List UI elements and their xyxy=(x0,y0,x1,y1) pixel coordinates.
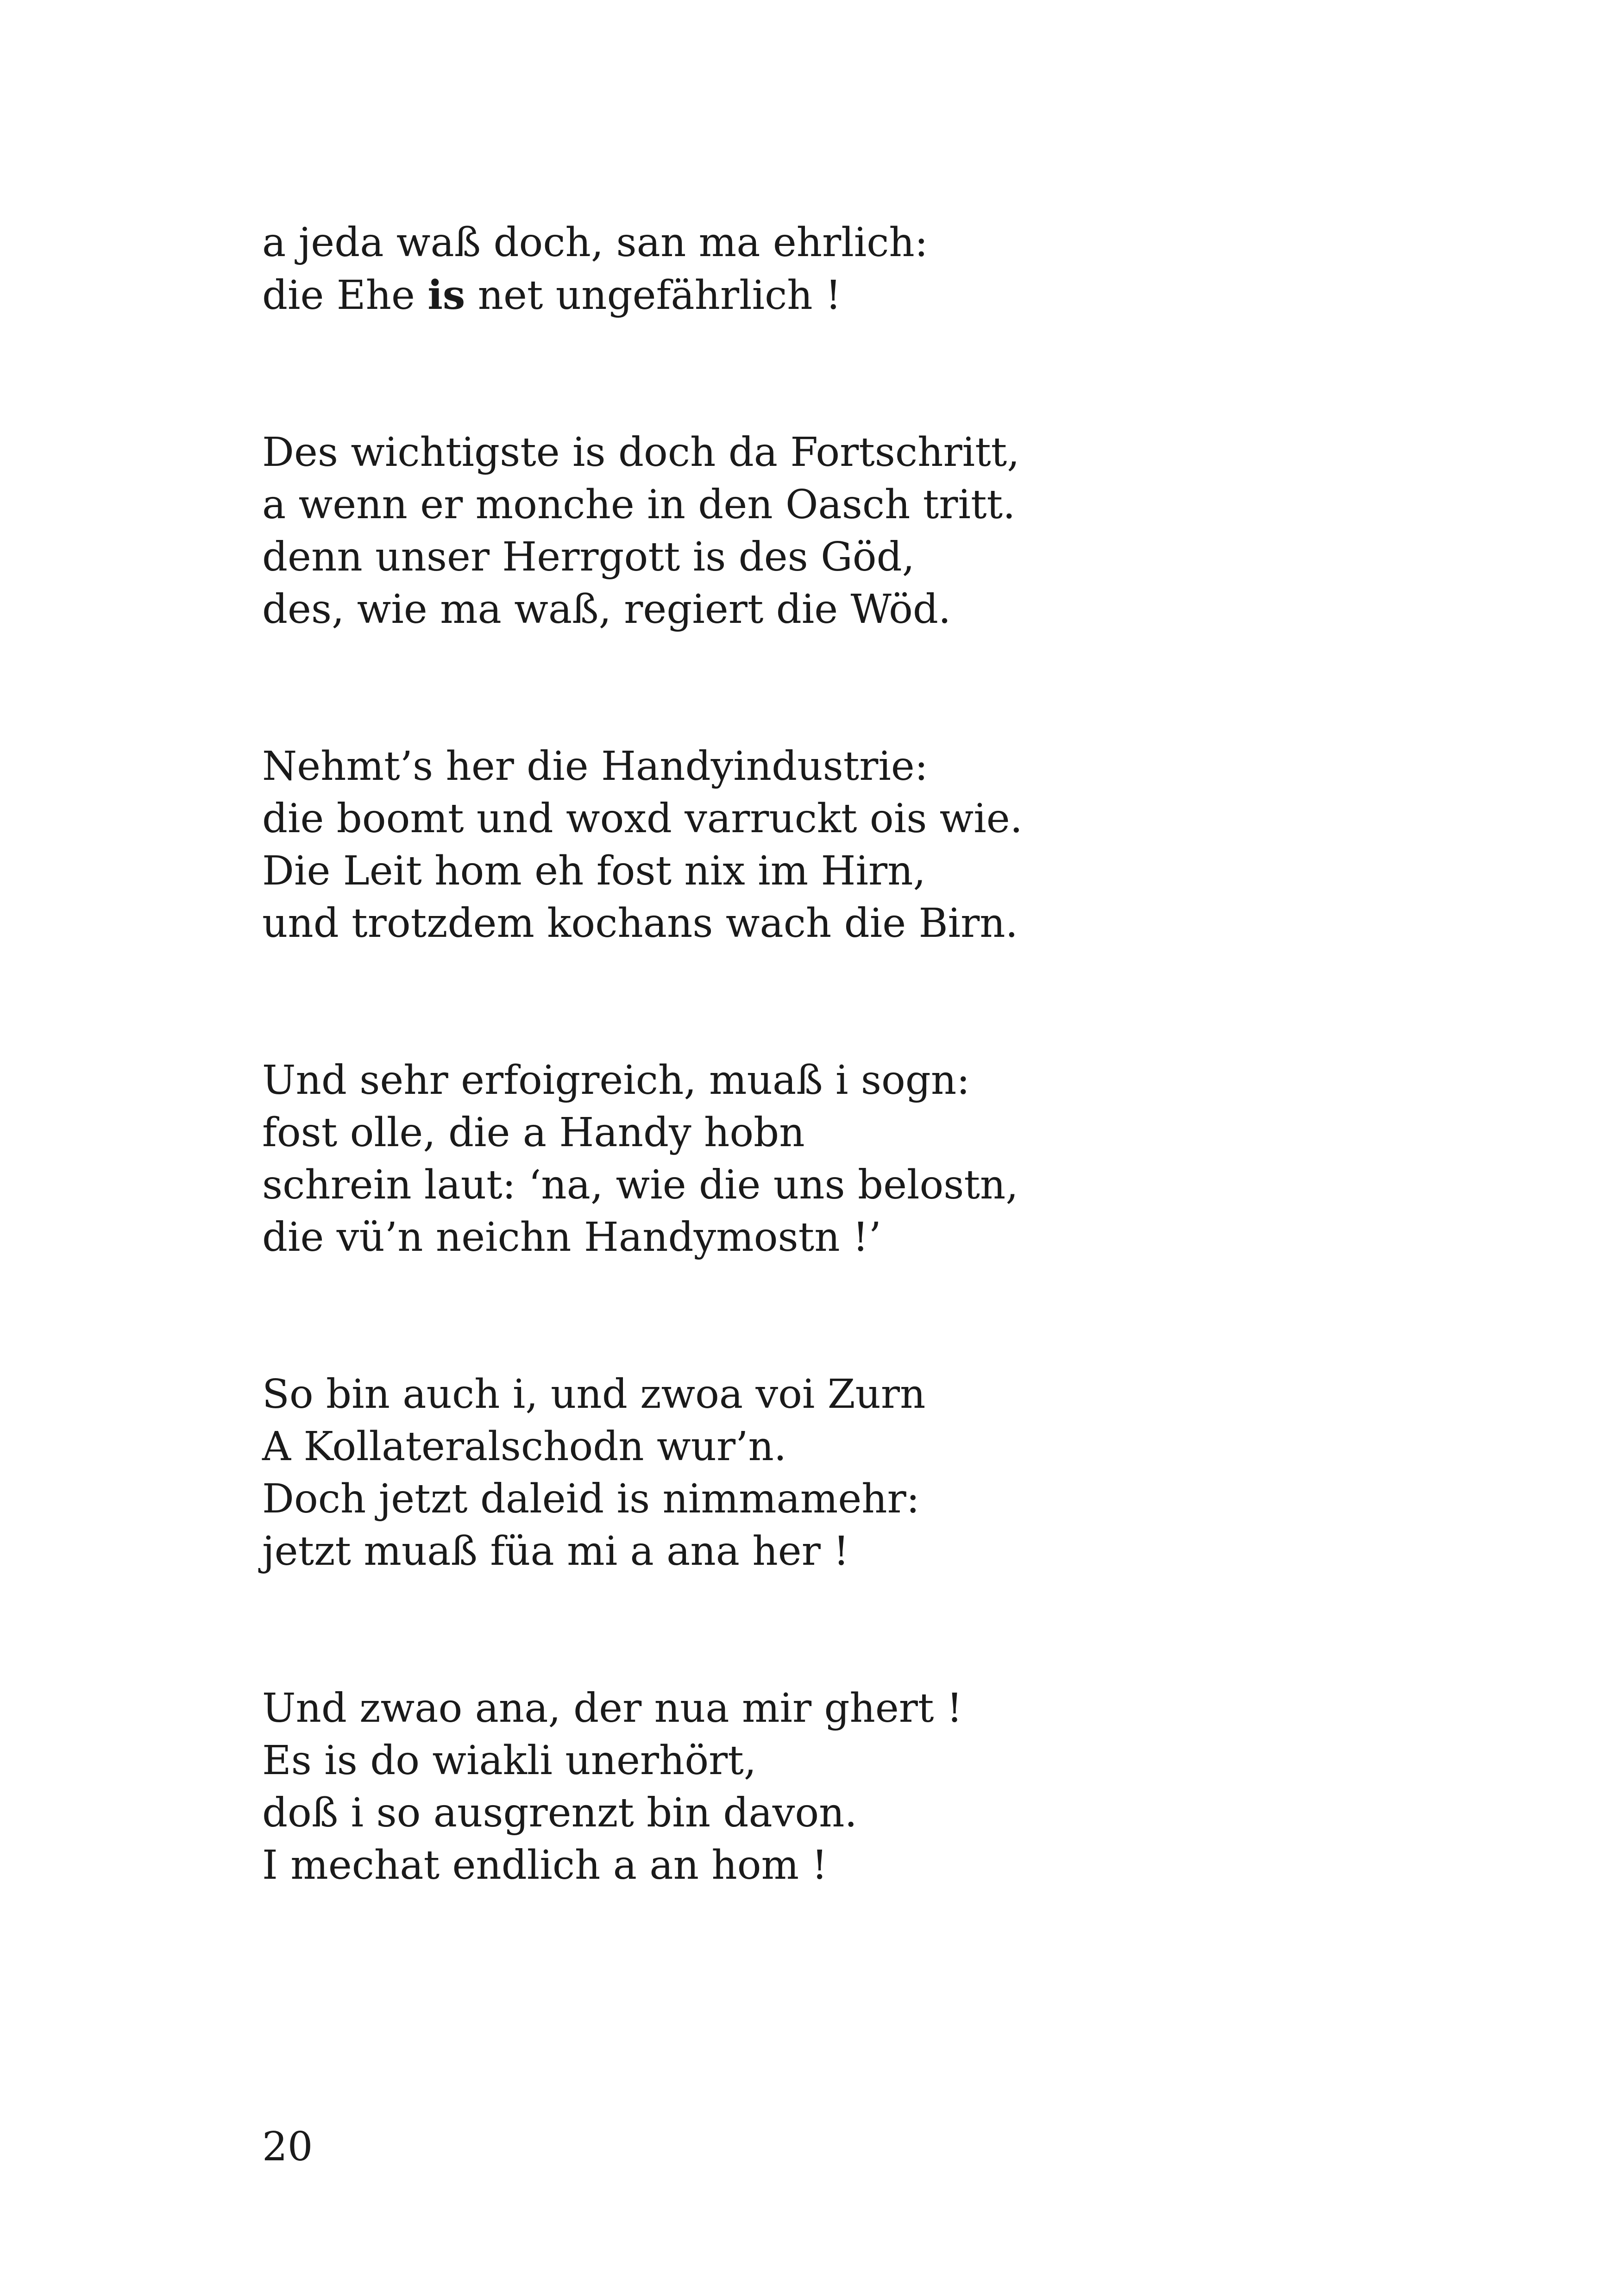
poem-line: denn unser Herrgott is des Göd, xyxy=(262,534,915,580)
poem-line: die vü’n neichn Handymostn !’ xyxy=(262,1214,881,1261)
page-number: 20 xyxy=(262,2124,313,2170)
poem-line: Die Leit hom eh fost nix im Hirn, xyxy=(262,848,926,894)
poem-line: Nehmt’s her die Handyindustrie: xyxy=(262,743,928,790)
poem-line: doß i so ausgrenzt bin davon. xyxy=(262,1790,857,1836)
bold-word: is xyxy=(427,272,465,319)
poem-line: Doch jetzt daleid is nimmamehr: xyxy=(262,1476,920,1522)
stanza-3 xyxy=(262,740,1466,950)
stanza-6 xyxy=(262,1682,1466,1892)
poem-line: Des wichtigste is doch da Fortschritt, xyxy=(262,429,1020,476)
stanza-5 xyxy=(262,1368,1466,1578)
poem-line: des, wie ma waß, regiert die Wöd. xyxy=(262,586,951,633)
poem-line: und trotzdem kochans wach die Birn. xyxy=(262,900,1018,947)
text-segment: net ungefährlich ! xyxy=(465,272,842,319)
poem-line: Und zwao ana, der nua mir ghert ! xyxy=(262,1685,963,1731)
poem-line: die boomt und woxd varruckt ois wie. xyxy=(262,796,1023,842)
poem-line: I mechat endlich a an hom ! xyxy=(262,1842,828,1888)
poem-line: jetzt muaß füa mi a ana her ! xyxy=(262,1528,849,1575)
stanza-2 xyxy=(262,427,1466,636)
poem-line: A Kollateralschodn wur’n. xyxy=(262,1424,787,1470)
poem-line: Es is do wiakli unerhört, xyxy=(262,1738,757,1784)
text-segment: die Ehe xyxy=(262,272,428,319)
poem-line: a wenn er monche in den Oasch tritt. xyxy=(262,482,1016,528)
poem-line: a jeda waß doch, san ma ehrlich: xyxy=(262,220,928,266)
poem-line: Und sehr erfoigreich, muaß i sogn: xyxy=(262,1057,970,1104)
poem-line-with-bold xyxy=(262,269,1466,322)
poem-line: schrein laut: ‘na, wie die uns belostn, xyxy=(262,1162,1018,1208)
poem-line: So bin auch i, und zwoa voi Zurn xyxy=(262,1371,926,1418)
poem xyxy=(262,217,1466,1996)
poem-line: fost olle, die a Handy hobn xyxy=(262,1110,805,1156)
stanza-1 xyxy=(262,217,1466,322)
stanza-4 xyxy=(262,1054,1466,1264)
